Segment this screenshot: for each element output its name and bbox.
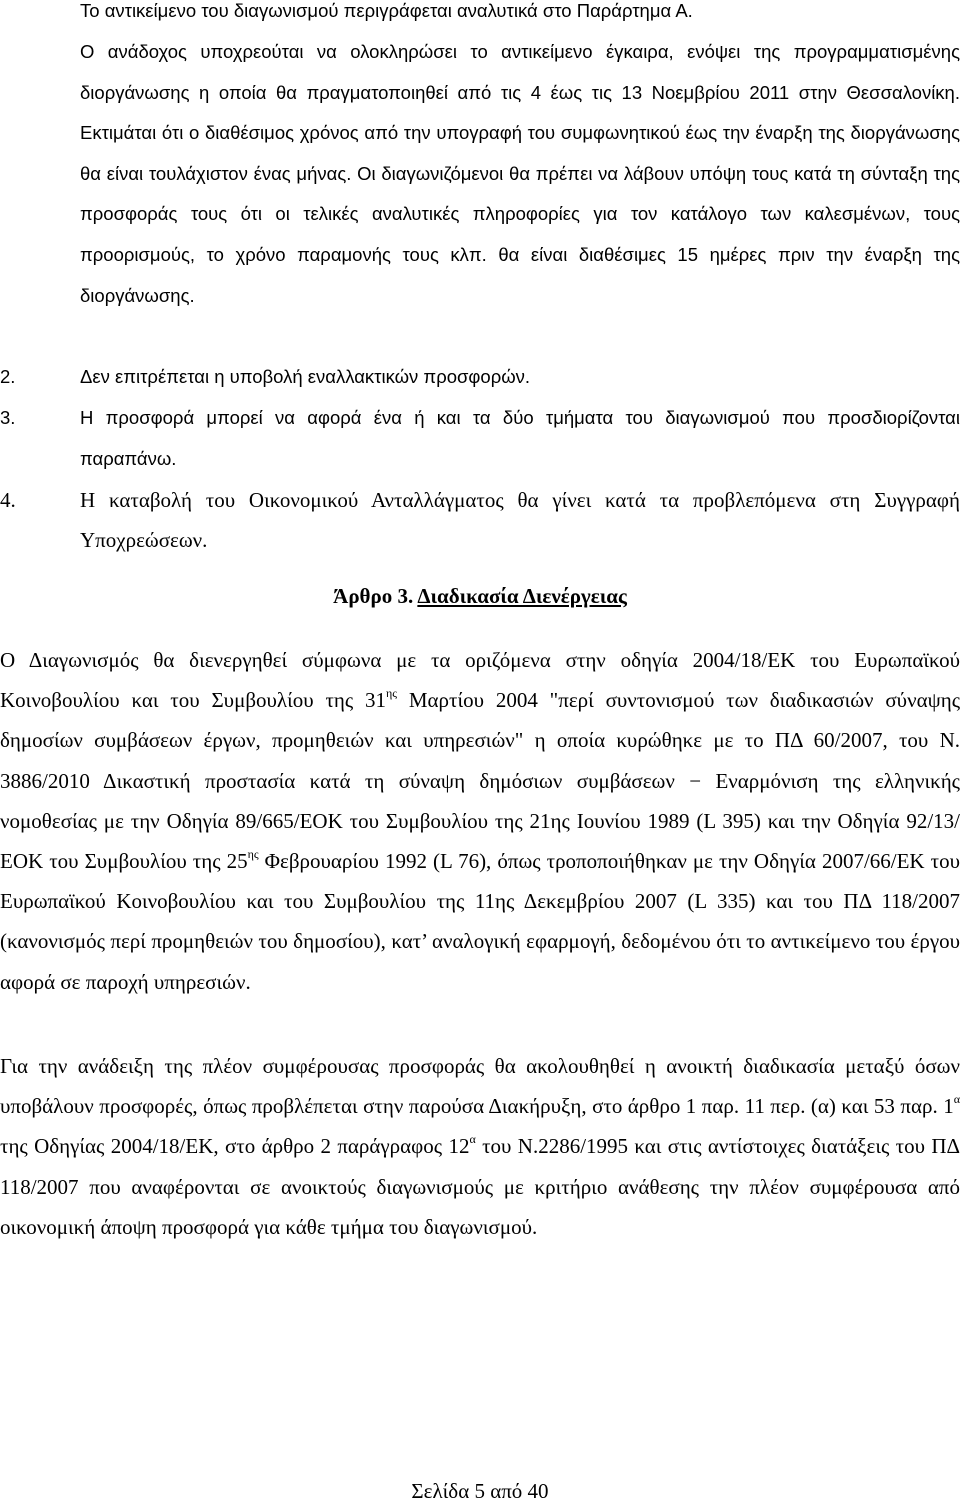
paragraph-text: Φεβρουαρίου 1992 (L 76), όπως τροποποιήθηκαν με την Οδηγία 2007/66/ΕΚ του Ευρωπαϊκού Κοινοβουλίου και του Συμβουλίου της 11ης Δεκεμβρίου 2007 (L 335) και του ΠΔ 118/2007 (κανονισμός περί προμηθειών του δημοσίου), κατ’ αναλογική εφαρμογή, δεδομένου ότι το αντικείμενο του έργου αφορά σε παροχή υπηρεσιών.: [0, 849, 960, 994]
list-number: 2.: [0, 366, 16, 387]
list-text: Η προσφορά μπορεί να αφορά ένα ή και τα δύο τμήματα του διαγωνισμού που προσδιορίζονται παραπάνω.: [80, 407, 960, 469]
list-number: 3.: [0, 407, 16, 428]
list-number: 4.: [0, 488, 16, 512]
award-paragraph: [0, 1046, 960, 1247]
article-heading: [0, 576, 960, 616]
paragraph-text: της Οδηγίας 2004/18/ΕΚ, στο άρθρο 2 παράγραφος 12: [0, 1134, 470, 1159]
paragraph-text: του Ν.2286/1995 και στις αντίστοιχες διατάξεις του ΠΔ 118/2007 που αναφέρονται σε ανοικτούς διαγωνισμούς με κριτήριο ανάθεσης την πλέον συμφέρουσα από οικονομική άποψη προσφορά για κάθε τμήμα του διαγωνισμού.: [0, 1134, 960, 1239]
superscript: α: [953, 1092, 960, 1107]
paragraph-text: Ο Διαγωνισμός θα διενεργηθεί σύμφωνα με τα οριζόμενα στην οδηγία 2004/18/ΕΚ του Ευρωπαϊκού Κοινοβουλίου και του Συμβουλίου της 31: [0, 648, 960, 713]
procedure-paragraph: [0, 640, 960, 1002]
article-number: Άρθρο 3.: [333, 584, 414, 608]
intro-paragraph: Ο ανάδοχος υποχρεούται να ολοκληρώσει το αντικείμενο έγκαιρα, ενόψει της προγραμματισμένης διοργάνωσης η οποία θα πραγματοποιηθεί από τις 4 έως τις 13 Νοεμβρίου 2011 στην Θεσσαλονίκη. Εκτιμάται ότι ο διαθέσιμος χρόνος από την υπογραφή του συμφωνητικού έως την έναρξη της διοργάνωσης θα είναι τουλάχιστον ένας μήνας. Οι διαγωνιζόμενοι θα πρέπει να λάβουν υπόψη τους κατά τη σύνταξη της προσφοράς τους ότι οι τελικές αναλυτικές πληροφορίες για τον κατάλογο των καλεσμένων, τους προορισμούς, το χρόνο παραμονής τους κλπ. θα είναι διαθέσιμες 15 ημέρες πριν την έναρξη της διοργάνωσης.: [80, 41, 960, 306]
superscript: ης: [386, 686, 398, 701]
superscript: ης: [247, 847, 259, 862]
superscript: α: [469, 1132, 476, 1147]
page-footer: Σελίδα 5 από 40: [411, 1479, 549, 1503]
article-title: Διαδικασία Διενέργειας: [417, 584, 627, 608]
list-text: Δεν επιτρέπεται η υποβολή εναλλακτικών προσφορών.: [80, 366, 531, 387]
list-text: Η καταβολή του Οικονομικού Ανταλλάγματος θα γίνει κατά τα προβλεπόμενα στη Συγγραφή Υποχρεώσεων.: [80, 488, 960, 553]
paragraph-text: Για την ανάδειξη της πλέον συμφέρουσας προσφοράς θα ακολουθηθεί η ανοικτή διαδικασία μεταξύ όσων υποβάλουν προσφορές, όπως προβλέπεται στην παρούσα Διακήρυξη, στο άρθρο 1 παρ. 11 περ. (α) και 53 παρ. 1: [0, 1054, 960, 1119]
paragraph-text: Μαρτίου 2004 "περί συντονισμού των διαδικασιών σύναψης δημοσίων συμβάσεων έργων, προμηθειών και υπηρεσιών" η οποία κυρώθηκε με το ΠΔ 60/2007, του Ν. 3886/2010 Δικαστική προστασία κατά τη σύναψη δημόσιων συμβάσεων − Εναρμόνιση της ελληνικής νομοθεσίας με την Οδηγία 89/665/ΕΟΚ του Συμβουλίου της 21ης Ιουνίου 1989 (L 395) και την Οδηγία 92/13/ΕΟΚ του Συμβουλίου της 25: [0, 688, 960, 874]
intro-line: Το αντικείμενο του διαγωνισμού περιγράφεται αναλυτικά στο Παράρτημα Α.: [80, 0, 693, 21]
